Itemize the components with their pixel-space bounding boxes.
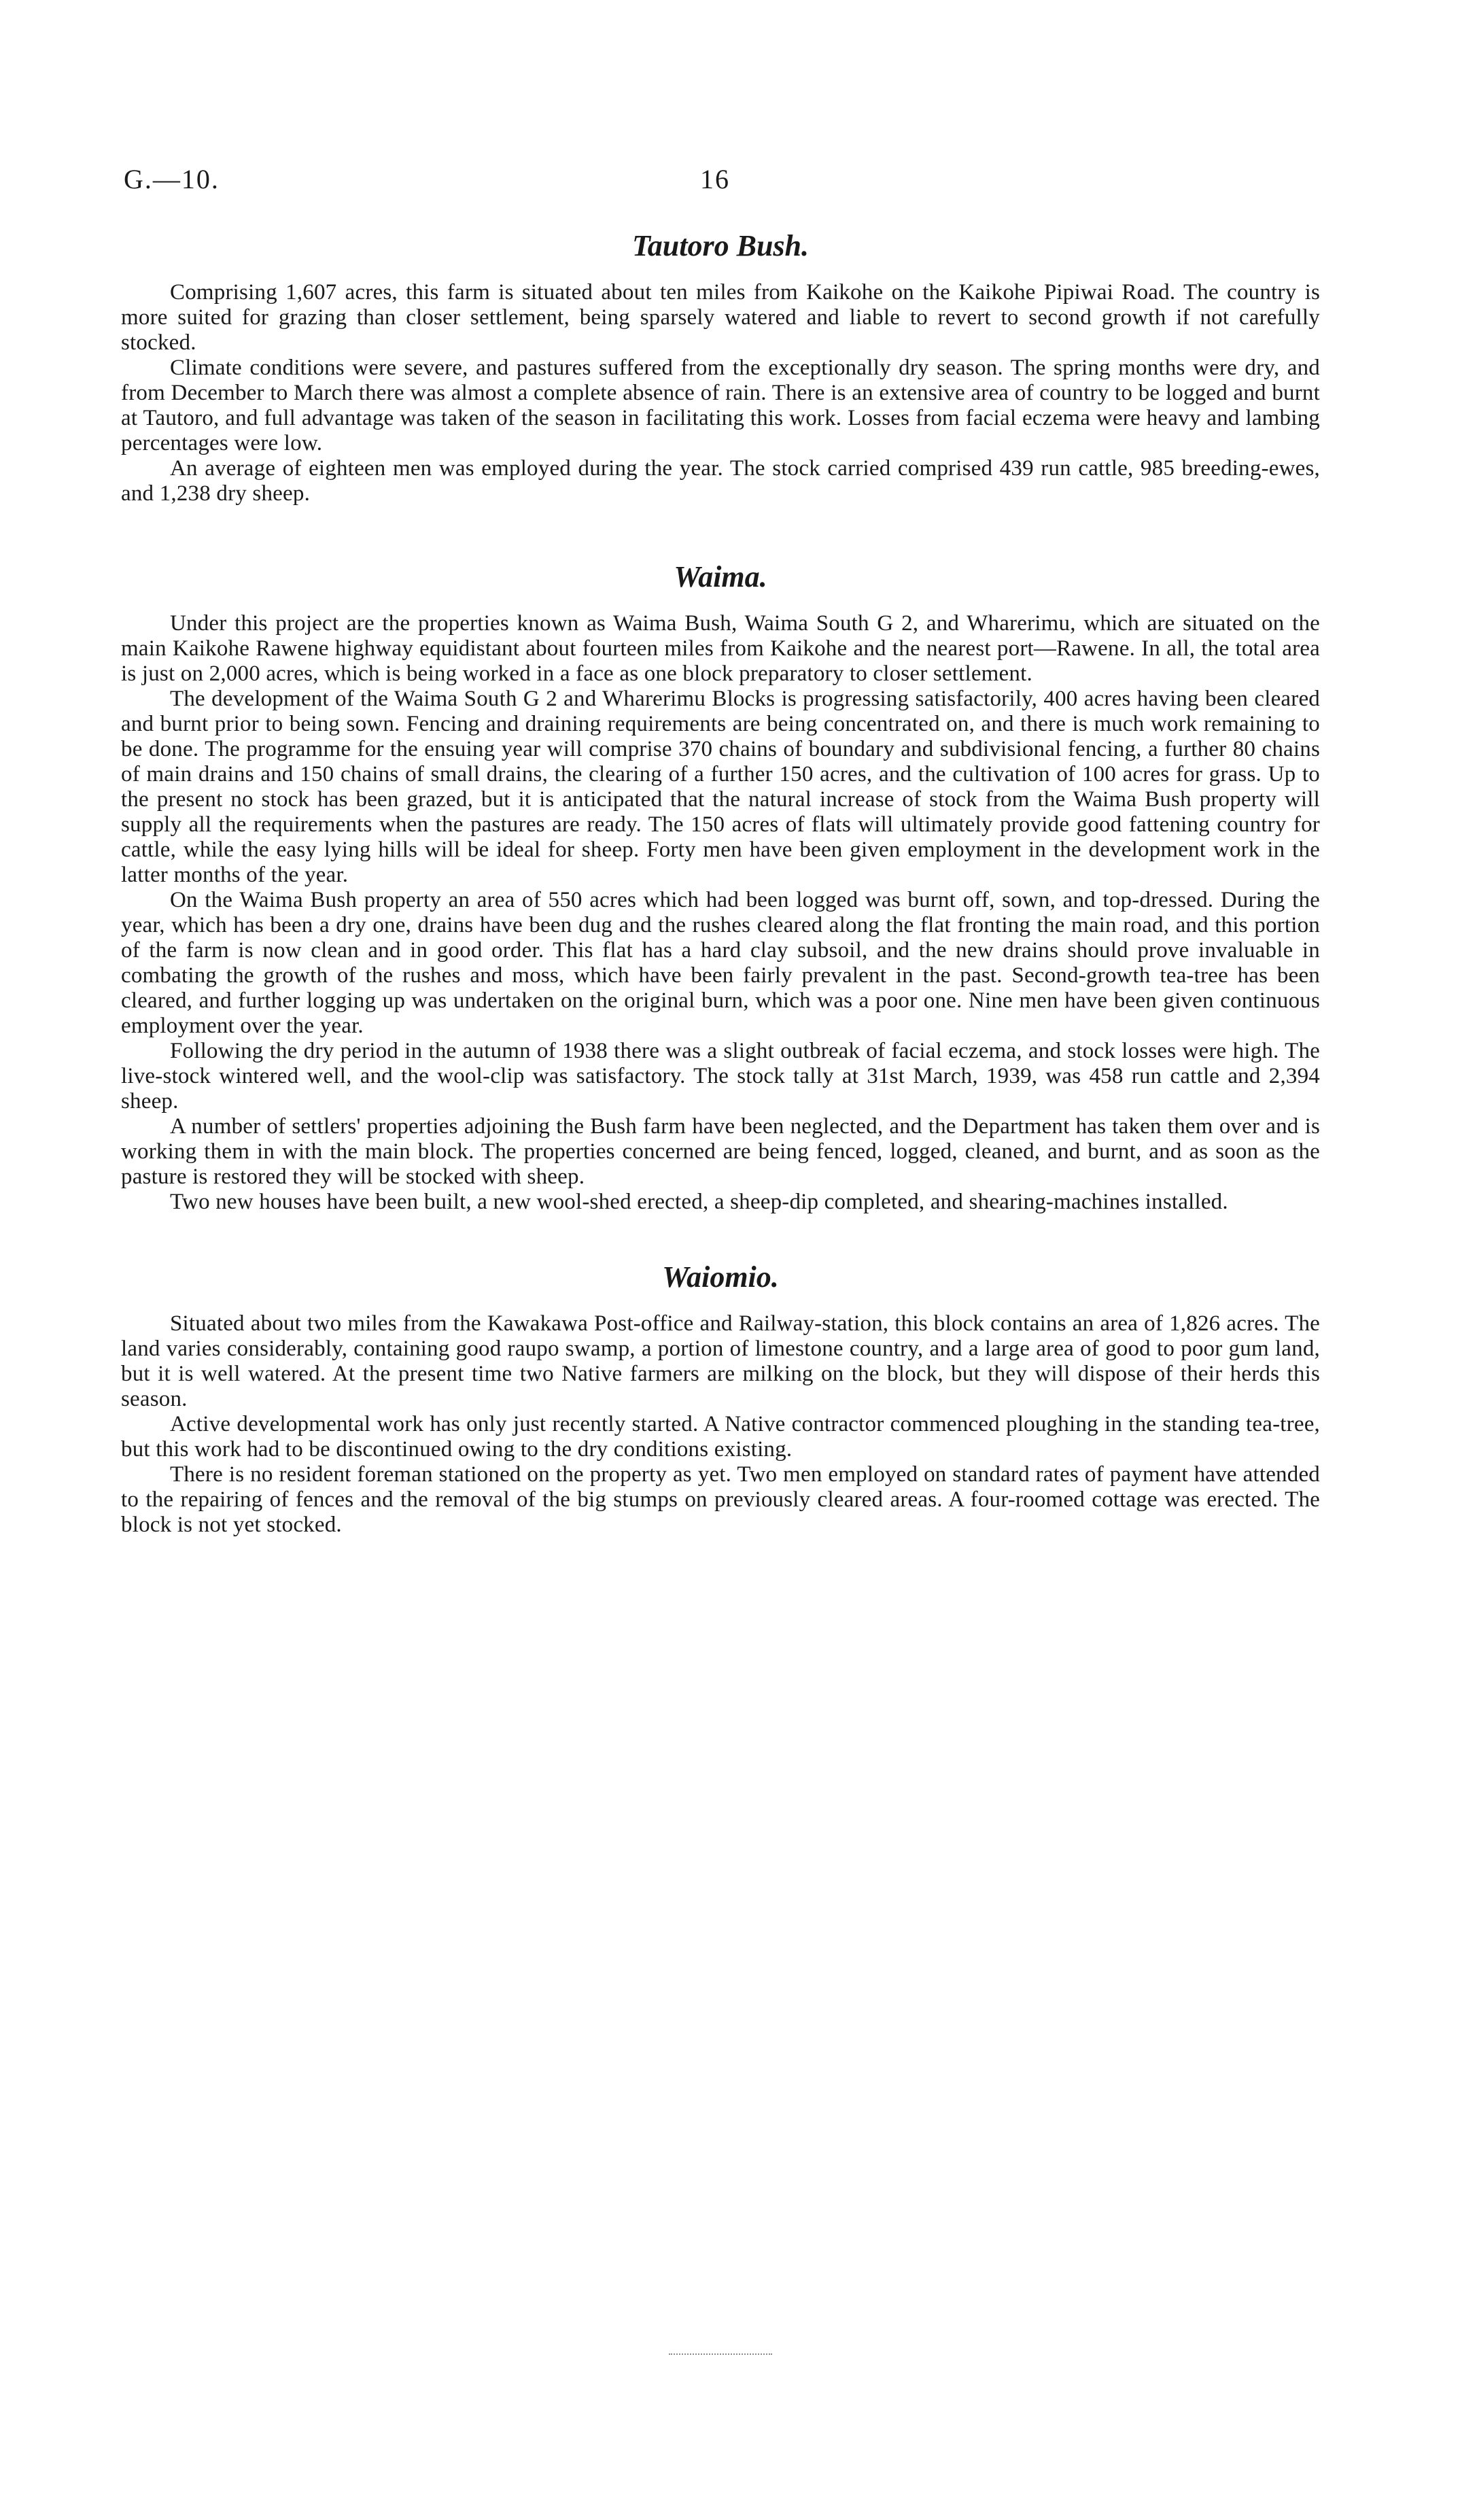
section-tautoro-bush xyxy=(121,231,1320,506)
paragraph: Climate conditions were severe, and pastures suffered from the exceptionally dry season. The spring months were dry, and from December to March there was almost a complete absence of rain. There is an extensive area of country to be logged and burnt at Tautoro, and full advantage was taken of the season in facilitating this work. Losses from facial eczema were heavy and lambing percentages were low. xyxy=(121,356,1320,455)
paragraph: On the Waima Bush property an area of 550 acres which had been logged was burnt off, sown, and top-dressed. During the year, which has been a dry one, drains have been dug and the rushes cleared along the flat fronting the main road, and this portion of the farm is now clean and in good order. This flat has a hard clay subsoil, and the new drains should prove invaluable in combating the growth of the rushes and moss, which have been fairly prevalent in the past. Second-growth tea-tree has been cleared, and further logging up was undertaken on the original burn, which was a poor one. Nine men have been given continuous employment over the year. xyxy=(121,888,1320,1038)
paragraph: Active developmental work has only just recently started. A Native contractor commenced ploughing in the standing tea-tree, but this work had to be discontinued owing to the dry conditions existing. xyxy=(121,1412,1320,1462)
paragraph: Under this project are the properties known as Waima Bush, Waima South G 2, and Wharerimu, which are situated on the main Kaikohe Rawene highway equidistant about fourteen miles from Kaikohe and the nearest port—Rawene. In all, the total area is just on 2,000 acres, which is being worked in a face as one block preparatory to closer settlement. xyxy=(121,611,1320,686)
section-heading: Tautoro Bush. xyxy=(631,229,810,262)
document-page xyxy=(121,163,1320,1538)
paragraph: Two new houses have been built, a new wool-shed erected, a sheep-dip completed, and shearing-machines installed. xyxy=(170,1190,1228,1214)
paragraph: There is no resident foreman stationed on the property as yet. Two men employed on standard rates of payment have attended to the repairing of fences and the removal of the big stumps on previously cleared areas. A four-roomed cottage was erected. The block is not yet stocked. xyxy=(121,1462,1320,1537)
section-waiomio xyxy=(121,1262,1320,1538)
paragraph: Comprising 1,607 acres, this farm is situated about ten miles from Kaikohe on the Kaikohe Pipiwai Road. The country is more suited for grazing than closer settlement, being sparsely watered and liable to revert to second growth if not carefully stocked. xyxy=(121,280,1320,355)
paragraph: An average of eighteen men was employed during the year. The stock carried comprised 439 run cattle, 985 breeding-ewes, and 1,238 dry sheep. xyxy=(121,456,1320,506)
paragraph: Situated about two miles from the Kawakawa Post-office and Railway-station, this block contains an area of 1,826 acres. The land varies considerably, containing good raupo swamp, a portion of limestone country, and a large area of good to poor gum land, but it is well watered. At the present time two Native farmers are milking on the block, but they will dispose of their herds this season. xyxy=(121,1311,1320,1411)
page-number: 16 xyxy=(700,164,730,194)
section-heading: Waiomio. xyxy=(662,1260,779,1294)
paragraph: The development of the Waima South G 2 and Wharerimu Blocks is progressing satisfactorily, 400 acres having been cleared and burnt prior to being sown. Fencing and draining requirements are being concentrated on, and there is much work remaining to be done. The programme for the ensuing year will comprise 370 chains of boundary and subdivisional fencing, a further 80 chains of main drains and 150 chains of small drains, the clearing of a further 150 acres, and the cultivation of 100 acres for grass. Up to the present no stock has been grazed, but it is anticipated that the natural increase of stock from the Waima Bush property will supply all the requirements when the pastures are ready. The 150 acres of flats will ultimately provide good fattening country for cattle, while the easy lying hills will be ideal for sheep. Forty men have been given employment in the development work in the latter months of the year. xyxy=(121,687,1320,887)
section-heading: Waima. xyxy=(674,560,767,593)
section-waima xyxy=(121,562,1320,1215)
paragraph: A number of settlers' properties adjoining the Bush farm have been neglected, and the Department has taken them over and is working them in with the main block. The properties concerned are being fenced, logged, cleaned, and burnt, and as soon as the pasture is restored they will be stocked with sheep. xyxy=(121,1114,1320,1189)
paragraph: Following the dry period in the autumn of 1938 there was a slight outbreak of facial eczema, and stock losses were high. The live-stock wintered well, and the wool-clip was satisfactory. The stock tally at 31st March, 1939, was 458 run cattle and 2,394 sheep. xyxy=(121,1039,1320,1114)
end-rule xyxy=(669,2353,772,2355)
report-reference: G.—10. xyxy=(124,164,220,194)
running-header xyxy=(121,163,1320,204)
